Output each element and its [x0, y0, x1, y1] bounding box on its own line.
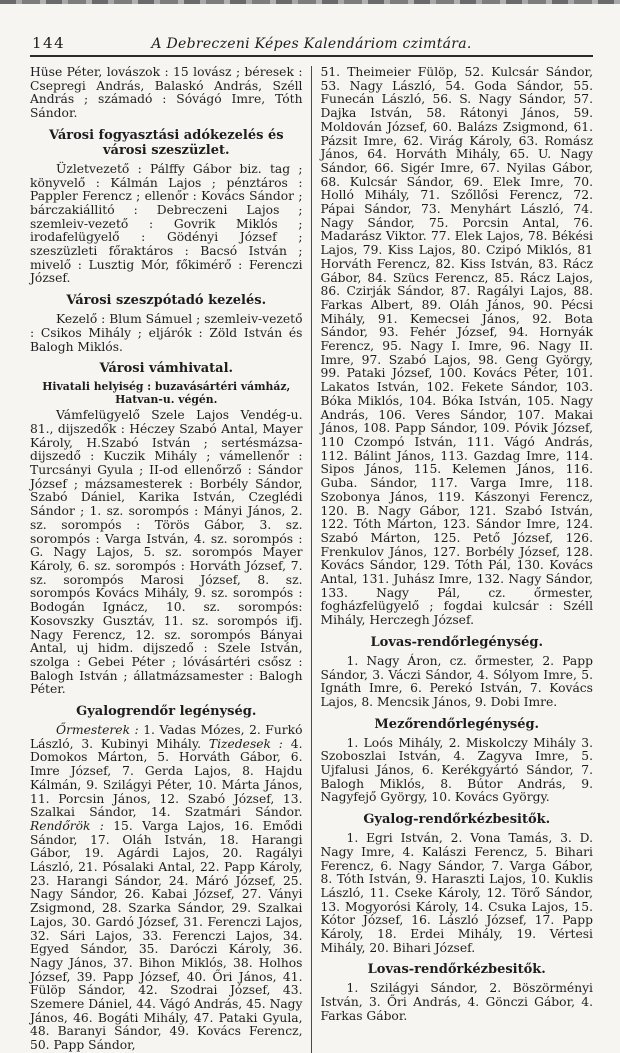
section-heading-gyalog-kezbesitok: Gyalog-rendőrkézbesitők. [363, 812, 551, 828]
list-ormesterek: 1. Vadas Mózes, 2. Furkó László, 3. Kubinyi Mihály. [30, 723, 303, 751]
rank-label-ormesterek: Őrmesterek : [56, 723, 144, 738]
page-number: 144 [32, 34, 66, 52]
paragraph-szeszpotado: Kezelő : Blum Sámuel ; szemleiv-vezető : Csikos Mihály ; eljárók : Zöld István és Balogh Miklós. [30, 312, 303, 354]
paragraph-gyalogrendor [30, 724, 303, 1053]
list-tizedesek: 4. Domokos Márton, 5. Horváth Gábor, 6. Imre József, 7. Gerda Lajos, 8. Hajdu Kálmán, 9. Szilágyi Péter, 10. Márta János, 11. Porcsin János, 12. Szabó József, 13. Szalkai Sándor, 14. Szatmári Sándor. [30, 736, 303, 820]
paragraph-gyalog-kezbesitok: 1. Egri István, 2. Vona Tamás, 3. D. Nagy Imre, 4. Kalászi Ferencz, 5. Bihari Ferencz, 6. Nagy Sándor, 7. Varga Gábor, 8. Tóth István, 9. Haraszti Lajos, 10. Kuklis László, 11. Cseke Károly, 12. Törő Sándor, 13. Mogyorósi Károly, 14. Csuka Lajos, 15. Kótor József, 16. László József, 17. Papp Károly, 18. Erdei Mihály, 19. Vértesi Mihály, 20. Bihari József. [320, 831, 593, 955]
page-header [30, 36, 593, 57]
section-heading-lovas: Lovas-rendőrlegénység. [370, 634, 543, 650]
running-title: A Debreczeni Képes Kalendáriom czimtára. [151, 36, 472, 52]
section-heading-fogyasztasi: Városi fogyasztási adókezelés és városi szeszüzlet. [48, 127, 284, 158]
rank-label-rendorok: Rendőrök : [30, 818, 114, 833]
left-column [30, 66, 311, 1053]
paragraph-lovas-kezbesitok: 1. Szilágyi Sándor, 2. Böszörményi István, 3. Őri András, 4. Gönczi Gábor, 4. Farkas Gábor. [320, 981, 593, 1023]
list-rendorok: 15. Varga Lajos, 16. Emődi Sándor, 17. Oláh István, 18. Harangi Gábor, 19. Agárdi Lajos, 20. Ragályi László, 21. Pósalaki Antal, 22. Papp Károly, 23. Harangi Sándor, 24. Máró József, 25. Nagy Sándor, 26. Kabai József, 27. Ványi Zsigmond, 28. Szarka Sándor, 29. Szalkai Lajos, 30. Gardó József, 31. Ferenczi Lajos, 32. Sári Lajos, 33. Ferenczi Lajos, 34. Egyed Sándor, 35. Daróczi Károly, 36. Nagy János, 37. Bihon Miklós, 38. Holhos József, 39. Papp József, 40. Őri János, 41. Fülöp Sándor, 42. Szodrai József, 43. Szemere Dániel, 44. Vágó András, 45. Nagy János, 46. Bogáti Mihály, 47. Pataki Gyula, 48. Baranyi Sándor, 49. Kovács Ferencz, 50. Papp Sándor, [30, 818, 303, 1053]
paragraph-continuation: Hüse Péter, lovászok : 15 lovász ; béresek : Csepregi András, Balaskó András, Széll András ; számadó : Sóvágó Imre, Tóth Sándor. [30, 65, 303, 121]
office-location-note: Hivatali helyiség : buzavásártéri vámház, Hatvan-u. végén. [42, 380, 291, 406]
section-heading-lovas-kezbesitok: Lovas-rendőrkézbesitők. [367, 962, 546, 978]
rank-label-tizedesek: Tizedesek : [208, 736, 291, 751]
paragraph-lovas: 1. Nagy Áron, cz. őrmester, 2. Papp Sándor, 3. Váczi Sándor, 4. Sólyom Imre, 5. Ignáth Imre, 6. Perekó István, 7. Kovács Lajos, 8. Mencsik János, 9. Dobi Imre. [320, 653, 593, 709]
paragraph-gyalogrendor-continued: 51. Theimeier Fülöp, 52. Kulcsár Sándor, 53. Nagy László, 54. Goda Sándor, 55. Funecán László, 56. S. Nagy Sándor, 57. Dajka István, 58. Rátonyi János, 59. Moldován József, 60. Balázs Zsigmond, 61. Pázsit Imre, 62. Virág Károly, 63. Romász János, 64. Horváth Mihály, 65. U. Nagy Sándor, 66. Sigér Imre, 67. Nyilas Gábor, 68. Kulcsár Sándor, 69. Elek Imre, 70. Holló Mihály, 71. Szőllősi Ferencz, 72. Pápai Sándor, 73. Menyhárt László, 74. Nagy Sándor, 75. Porcsin Antal, 76. Madarász Viktor. 77. Elek Lajos, 78. Békési Lajos, 79. Kiss Lajos, 80. Czipó Miklós, 81 Horváth Ferencz, 82. Kiss István, 83. Rácz Gábor, 84. Szücs Ferencz, 85. Rácz Lajos, 86. Czirják Sándor, 87. Ragályi Lajos, 88. Farkas Albert, 89. Oláh János, 90. Pécsi Mihály, 91. Kemecsei János, 92. Bota Sándor, 93. Fehér József, 94. Hornyák Ferencz, 95. Nagy I. Imre, 96. Nagy II. Imre, 97. Szabó Lajos, 98. Geng György, 99. Pataki József, 100. Kovács Péter, 101. Lakatos István, 102. Fekete Sándor, 103. Bóka Miklós, 104. Bóka István, 105. Nagy András, 106. Veres Sándor, 107. Makai János, 108. Papp Sándor, 109. Póvik József, 110 Czompó István, 111. Vágó András, 112. Bálint János, 113. Gazdag Imre, 114. Sipos János, 115. Kelemen János, 116. Guba. Sándor, 117. Varga Imre, 118. Szobonya János, 119. Kászonyi Ferencz, 120. B. Nagy Gábor, 121. Szabó István, 122. Tóth Márton, 123. Sándor Imre, 124. Szabó Márton, 125. Pető József, 126. Frenkulov János, 127. Borbély József, 128. Kovács Sándor, 129. Tóth Pál, 130. Kovács Antal, 131. Juhász Imre, 132. Nagy Sándor, 133. Nagy Pál, cz. őrmester, fogházfelügyelő ; fogdai kulcsár : Széll Mihály, Herczegh József. [320, 65, 593, 628]
two-column-body [30, 66, 593, 1053]
section-heading-mezo: Mezőrendőrlegénység. [374, 716, 540, 732]
document-page [0, 4, 620, 1053]
right-column [312, 66, 594, 1053]
paragraph-vamhivatal: Vámfelügyelő Szele Lajos Vendég-u. 81., dijszedők : Héczey Szabó Antal, Mayer Károly, H.Szabó István ; sertésmázsa-dijszedő : Kuczik Mihály ; vámellenőr : Turcsányi Gyula ; II-od ellenőrző : Sándor József ; mázsamesterek : Borbély Sándor, Szabó Dániel, Karika István, Czeglédi Sándor ; 1. sz. sorompós : Mányi János, 2. sz. sorompós : Törös Gábor, 3. sz. sorompós : Varga István, 4. sz. sorompós : G. Nagy Lajos, 5. sz. sorompós Mayer Károly, 6. sz. sorompós : Horváth József, 7. sz. sorompós Marosi József, 8. sz. sorompós Kovács Mihály, 9. sz. sorompós : Bodogán Ignácz, 10. sz. sorompós: Kosovszky Gusztáv, 11. sz. sorompós ifj. Nagy Ferencz, 12. sz. sorompós Bányai Antal, uj hidm. dijszedő : Szele István, szolga : Gebei Péter ; lóvásártéri csősz : Balogh István ; állatmázsamester : Balogh Péter. [30, 408, 303, 697]
section-heading-gyalogrendor: Gyalogrendőr legénység. [76, 704, 257, 720]
section-heading-vamhivatal: Városi vámhivatal. [99, 361, 234, 377]
paragraph-fogyasztasi: Üzletvezető : Pálffy Gábor biz. tag ; könyvelő : Kálmán Lajos ; pénztáros : Pappler Ferencz ; ellenőr : Kovács Sándor ; bárczakiállitó : Debreczeni Lajos ; szemleiv-vezető : Govrik Miklós ; irodafelügyelő : Gödényi József ; szeszüzleti főraktáros : Bacsó István ; mivelő : Lusztig Mór, főkimérő : Ferenczi József. [30, 161, 303, 286]
scan-edge-artifact [0, 0, 620, 4]
section-heading-szeszpotado: Városi szeszpótadó kezelés. [66, 293, 267, 309]
paragraph-mezo: 1. Loós Mihály, 2. Miskolczy Mihály 3. Szoboszlai István, 4. Zagyva Imre, 5. Ujfalusi János, 6. Kerékgyártó Sándor, 7. Balogh Miklós, 8. Bútor András, 9. Nagyfejő György, 10. Kovács György. [320, 735, 593, 805]
